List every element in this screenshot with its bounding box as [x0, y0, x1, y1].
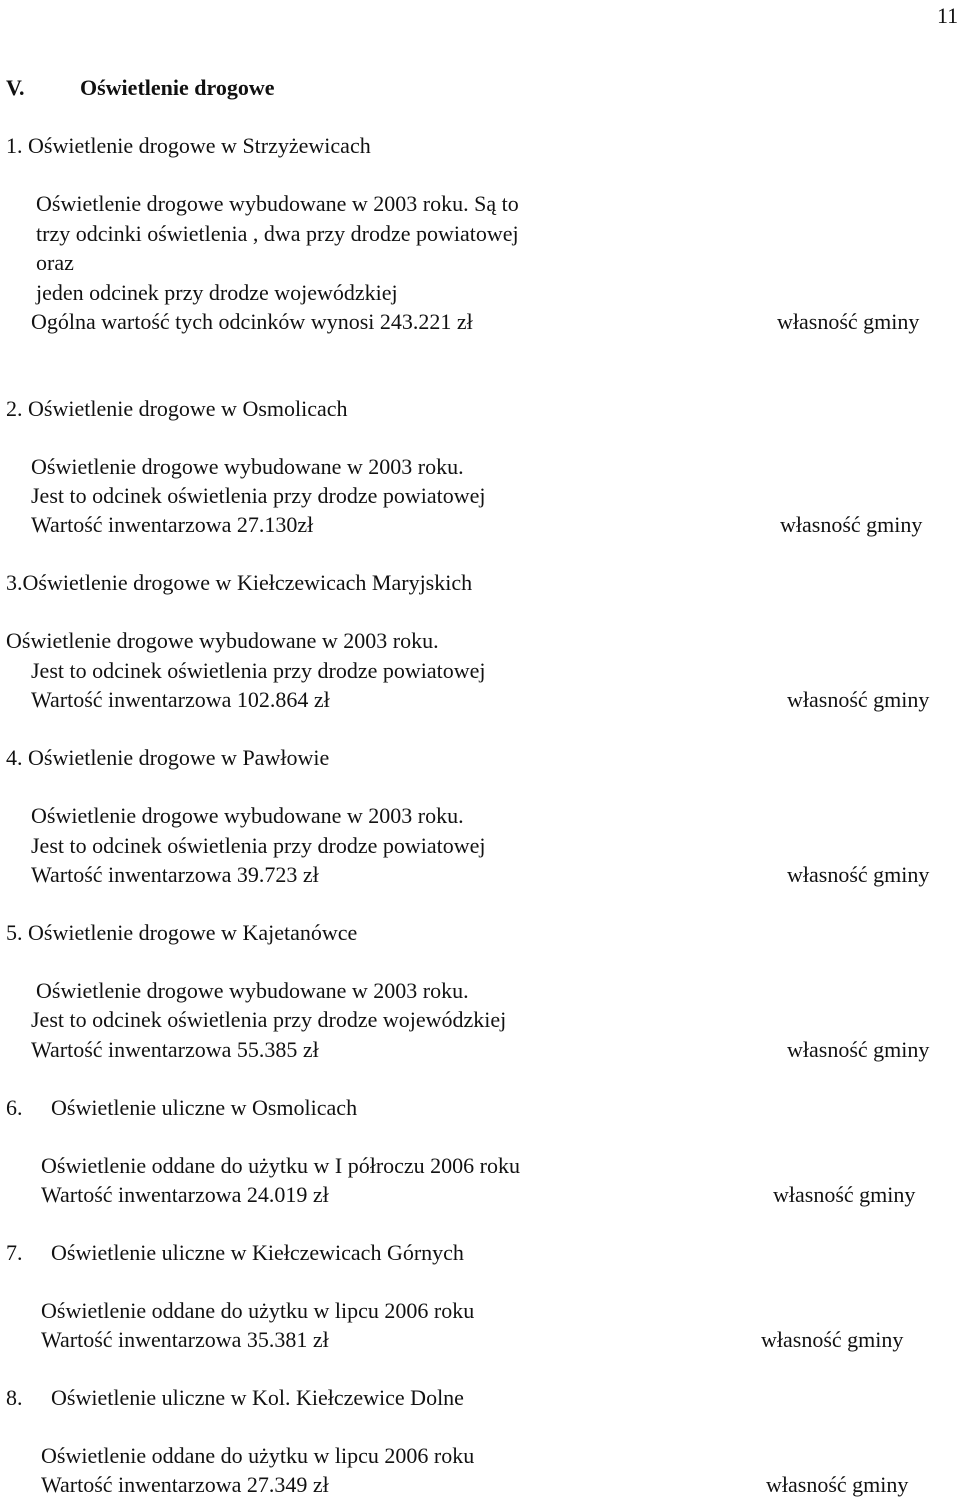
section-text-line: Oświetlenie drogowe wybudowane w 2003 roku. Są to — [36, 191, 519, 216]
section-text-line: Oświetlenie oddane do użytku w lipcu 2006 roku — [41, 1443, 475, 1468]
ownership-label: własność gminy — [787, 862, 930, 887]
ownership-label: własność gminy — [773, 1182, 916, 1207]
section-value-line: Wartość inwentarzowa 35.381 zł — [41, 1327, 329, 1352]
section-number: 6. — [6, 1095, 23, 1120]
section-text-line: Jest to odcinek oświetlenia przy drodze powiatowej — [31, 658, 486, 683]
section-heading: Oświetlenie uliczne w Kol. Kiełczewice Dolne — [51, 1385, 464, 1410]
section-number: 7. — [6, 1240, 23, 1265]
ownership-label: własność gminy — [761, 1327, 904, 1352]
section-text-line: Jest to odcinek oświetlenia przy drodze powiatowej — [31, 483, 486, 508]
section-heading: 5. Oświetlenie drogowe w Kajetanówce — [6, 920, 358, 945]
section-text-line: Oświetlenie drogowe wybudowane w 2003 roku. — [31, 454, 464, 479]
section-number: 8. — [6, 1385, 23, 1410]
ownership-label: własność gminy — [780, 512, 923, 537]
section-heading: 1. Oświetlenie drogowe w Strzyżewicach — [6, 133, 371, 158]
section-text-line: jeden odcinek przy drodze wojewódzkiej — [36, 280, 398, 305]
section-heading: Oświetlenie uliczne w Kiełczewicach Górnych — [51, 1240, 464, 1265]
section-text-line: Oświetlenie drogowe wybudowane w 2003 roku. — [6, 628, 439, 653]
ownership-label: własność gminy — [787, 1037, 930, 1062]
section-text-line: Oświetlenie oddane do użytku w lipcu 2006 roku — [41, 1298, 475, 1323]
section-heading: 2. Oświetlenie drogowe w Osmolicach — [6, 396, 348, 421]
section-heading: 3.Oświetlenie drogowe w Kiełczewicach Maryjskich — [6, 570, 473, 595]
section-value-line: Wartość inwentarzowa 55.385 zł — [31, 1037, 319, 1062]
section-value-line: Wartość inwentarzowa 24.019 zł — [41, 1182, 329, 1207]
chapter-title: Oświetlenie drogowe — [80, 75, 275, 100]
ownership-label: własność gminy — [766, 1472, 909, 1497]
page-number: 11 — [937, 3, 959, 28]
section-heading: Oświetlenie uliczne w Osmolicach — [51, 1095, 358, 1120]
chapter-numeral: V. — [6, 75, 25, 100]
section-value-line: Wartość inwentarzowa 27.349 zł — [41, 1472, 329, 1497]
section-text-line: Oświetlenie drogowe wybudowane w 2003 roku. — [36, 978, 469, 1003]
ownership-label: własność gminy — [777, 309, 920, 334]
ownership-label: własność gminy — [787, 687, 930, 712]
section-text-line: oraz — [36, 250, 74, 275]
section-heading: 4. Oświetlenie drogowe w Pawłowie — [6, 745, 330, 770]
section-text-line: Oświetlenie drogowe wybudowane w 2003 roku. — [31, 803, 464, 828]
section-text-line: Jest to odcinek oświetlenia przy drodze powiatowej — [31, 833, 486, 858]
section-value-line: Wartość inwentarzowa 102.864 zł — [31, 687, 330, 712]
section-text-line: Jest to odcinek oświetlenia przy drodze wojewódzkiej — [31, 1007, 507, 1032]
section-value-line: Wartość inwentarzowa 39.723 zł — [31, 862, 319, 887]
section-value-line: Wartość inwentarzowa 27.130zł — [31, 512, 314, 537]
section-value-line: Ogólna wartość tych odcinków wynosi 243.221 zł — [31, 309, 473, 334]
section-text-line: Oświetlenie oddane do użytku w I półroczu 2006 roku — [41, 1153, 520, 1178]
section-text-line: trzy odcinki oświetlenia , dwa przy drodze powiatowej — [36, 221, 519, 246]
